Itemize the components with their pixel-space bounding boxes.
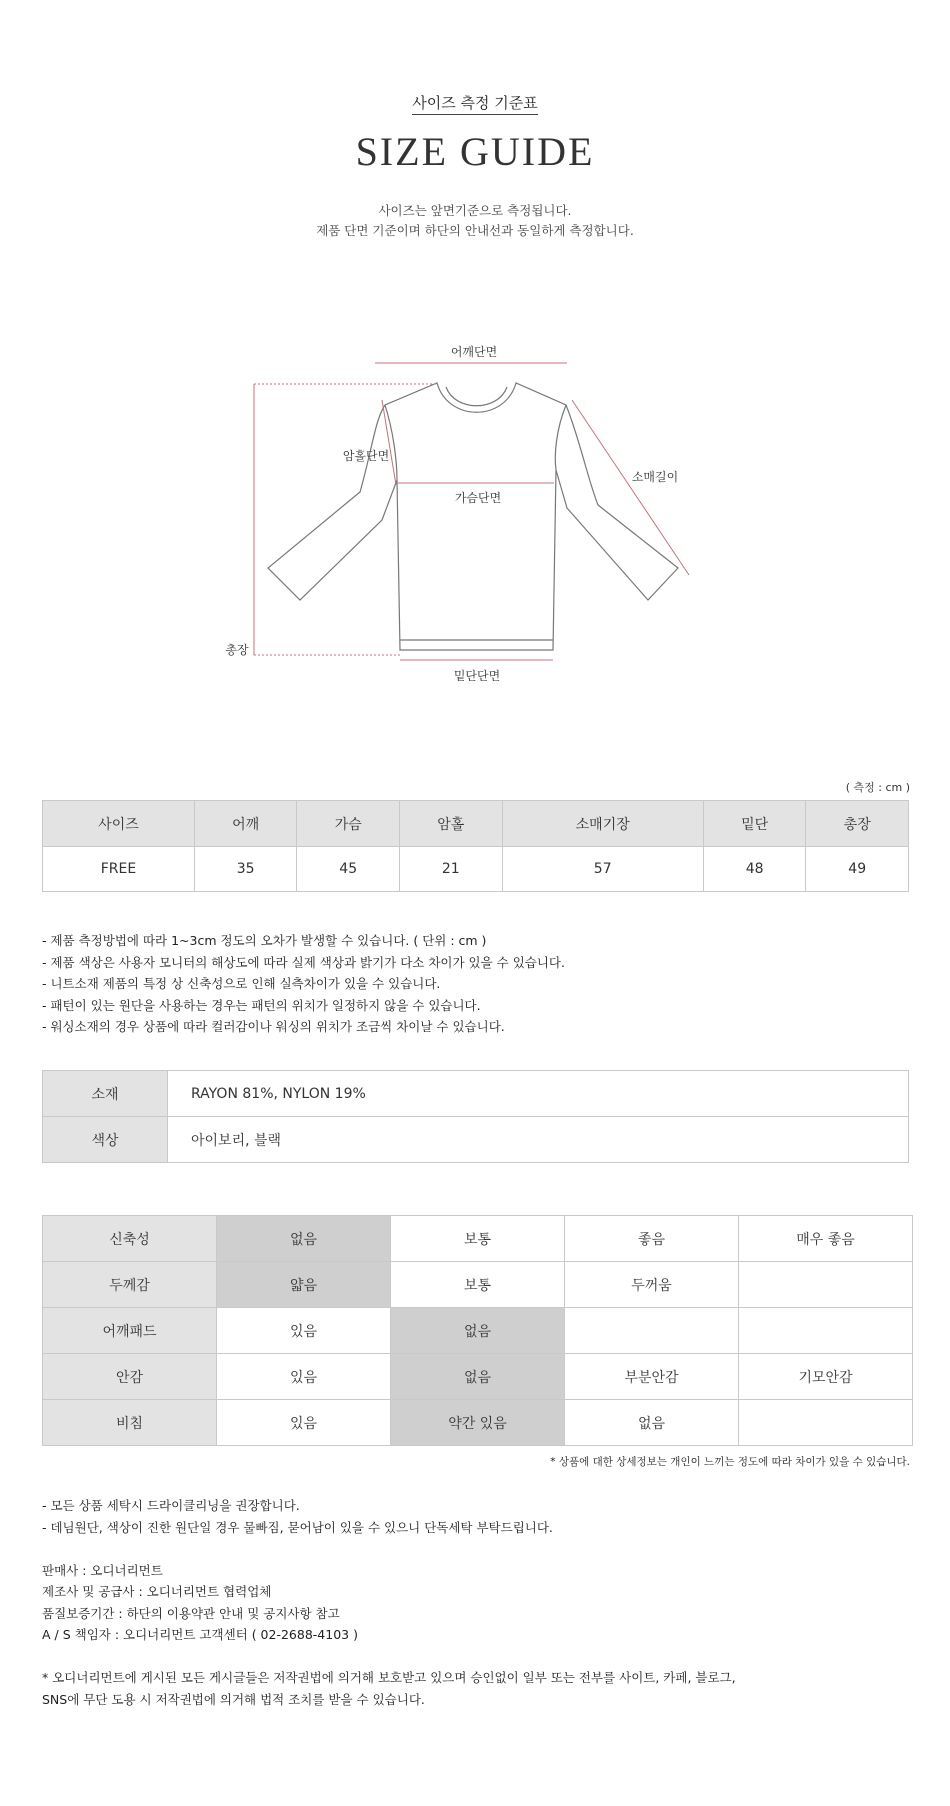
size-cell: 45 — [297, 847, 400, 892]
feature-option: 있음 — [217, 1400, 391, 1446]
size-cell: 49 — [806, 847, 909, 892]
feature-option: 없음 — [565, 1400, 739, 1446]
feature-label: 비침 — [43, 1400, 217, 1446]
feature-note: * 상품에 대한 상세정보는 개인이 느끼는 정도에 따라 차이가 있을 수 있습니다. — [550, 1456, 910, 1468]
copyright-line: SNS에 무단 도용 시 저작권법에 의거해 법적 조치를 받을 수 있습니다. — [42, 1691, 425, 1707]
page-subtitle-text: 사이즈 측정 기준표 — [412, 94, 537, 115]
size-header-cell: 소매기장 — [502, 801, 703, 847]
page-subtitle — [0, 92, 950, 113]
feature-label: 두께감 — [43, 1262, 217, 1308]
feature-label: 안감 — [43, 1354, 217, 1400]
fabric-label: 소재 — [43, 1071, 168, 1117]
feature-label: 어깨패드 — [43, 1308, 217, 1354]
size-cell: 35 — [194, 847, 297, 892]
size-header-cell: 총장 — [806, 801, 909, 847]
feature-option — [739, 1262, 913, 1308]
feature-option: 없음 — [391, 1308, 565, 1354]
feature-row — [43, 1400, 913, 1446]
feature-option — [739, 1400, 913, 1446]
size-cell: 48 — [703, 847, 806, 892]
label-hem: 밑단단면 — [453, 669, 501, 683]
feature-option: 있음 — [217, 1308, 391, 1354]
size-cell: 21 — [399, 847, 502, 892]
garment-measurement-diagram — [0, 330, 950, 700]
table-row — [43, 1117, 909, 1163]
size-header-cell: 어깨 — [194, 801, 297, 847]
label-armhole: 암홀단면 — [342, 449, 390, 463]
label-shoulder: 어깨단면 — [450, 345, 498, 359]
feature-option: 보통 — [391, 1216, 565, 1262]
size-cell: FREE — [43, 847, 195, 892]
feature-option: 부분안감 — [565, 1354, 739, 1400]
care-line: - 모든 상품 세탁시 드라이클리닝을 권장합니다. — [42, 1498, 300, 1513]
feature-option: 매우 좋음 — [739, 1216, 913, 1262]
table-row — [43, 847, 909, 892]
feature-option — [739, 1308, 913, 1354]
feature-row — [43, 1354, 913, 1400]
color-value: 아이보리, 블랙 — [168, 1117, 909, 1163]
note-line: - 워싱소재의 경우 상품에 따라 컬러감이나 워싱의 위치가 조금씩 차이날 수 있습니다. — [42, 1019, 505, 1034]
feature-label: 신축성 — [43, 1216, 217, 1262]
sleeve-line — [572, 400, 689, 575]
size-table — [42, 800, 909, 892]
feature-row — [43, 1308, 913, 1354]
feature-option — [565, 1308, 739, 1354]
page-title: SIZE GUIDE — [355, 129, 595, 174]
size-cell: 57 — [502, 847, 703, 892]
feature-option: 좋음 — [565, 1216, 739, 1262]
care-line: - 데님원단, 색상이 진한 원단일 경우 물빠짐, 묻어남이 있을 수 있으니 단독세탁 부탁드립니다. — [42, 1519, 553, 1535]
feature-row — [43, 1262, 913, 1308]
size-table-header-row — [43, 801, 909, 847]
fabric-table — [42, 1070, 909, 1163]
feature-option: 얇음 — [217, 1262, 391, 1308]
info-line: A / S 책임자 : 오디너리먼트 고객센터 ( 02-2688-4103 ) — [42, 1627, 358, 1642]
feature-option: 있음 — [217, 1354, 391, 1400]
feature-row — [43, 1216, 913, 1262]
size-header-cell: 가슴 — [297, 801, 400, 847]
feature-option: 없음 — [217, 1216, 391, 1262]
color-label: 색상 — [43, 1117, 168, 1163]
feature-option: 두꺼움 — [565, 1262, 739, 1308]
table-row — [43, 1071, 909, 1117]
feature-table — [42, 1215, 913, 1446]
info-line: 제조사 및 공급사 : 오디너리먼트 협력업체 — [42, 1584, 272, 1599]
note-line: - 제품 색상은 사용자 모니터의 해상도에 따라 실제 색상과 밝기가 다소 차이가 있을 수 있습니다. — [42, 954, 565, 970]
label-chest: 가슴단면 — [454, 491, 502, 505]
sweater-outline — [268, 383, 678, 650]
label-length: 총장 — [225, 643, 249, 657]
feature-option: 보통 — [391, 1262, 565, 1308]
description-line: 제품 단면 기준이며 하단의 안내선과 동일하게 측정합니다. — [316, 223, 634, 238]
size-header-cell: 암홀 — [399, 801, 502, 847]
fabric-value: RAYON 81%, NYLON 19% — [168, 1071, 909, 1117]
description-line: 사이즈는 앞면기준으로 측정됩니다. — [378, 203, 572, 218]
info-line: 판매사 : 오디너리먼트 — [42, 1562, 163, 1578]
unit-label: ( 측정 : cm ) — [845, 781, 910, 794]
note-line: - 니트소재 제품의 특정 상 신축성으로 인해 실측차이가 있을 수 있습니다. — [42, 976, 441, 991]
size-header-cell: 사이즈 — [43, 801, 195, 847]
feature-option: 없음 — [391, 1354, 565, 1400]
footer-info — [42, 1495, 736, 1710]
size-header-cell: 밑단 — [703, 801, 806, 847]
info-line: 품질보증기간 : 하단의 이용약관 안내 및 공지사항 참고 — [42, 1605, 340, 1621]
spacer — [42, 1538, 736, 1560]
measurement-notes — [42, 930, 565, 1038]
copyright-line: * 오디너리먼트에 게시된 모든 게시글들은 저작권법에 의거해 보호받고 있으며 승인없이 일부 또는 전부를 사이트, 카페, 블로그, — [42, 1670, 736, 1685]
feature-option: 약간 있음 — [391, 1400, 565, 1446]
note-line: - 패턴이 있는 원단을 사용하는 경우는 패턴의 위치가 일정하지 않을 수 있습니다. — [42, 997, 481, 1013]
label-sleeve: 소매길이 — [631, 470, 679, 484]
note-line: - 제품 측정방법에 따라 1~3cm 정도의 오차가 발생할 수 있습니다. ( 단위 : cm ) — [42, 933, 487, 948]
measurement-lines — [254, 363, 689, 660]
spacer — [42, 1646, 736, 1668]
feature-option: 기모안감 — [739, 1354, 913, 1400]
